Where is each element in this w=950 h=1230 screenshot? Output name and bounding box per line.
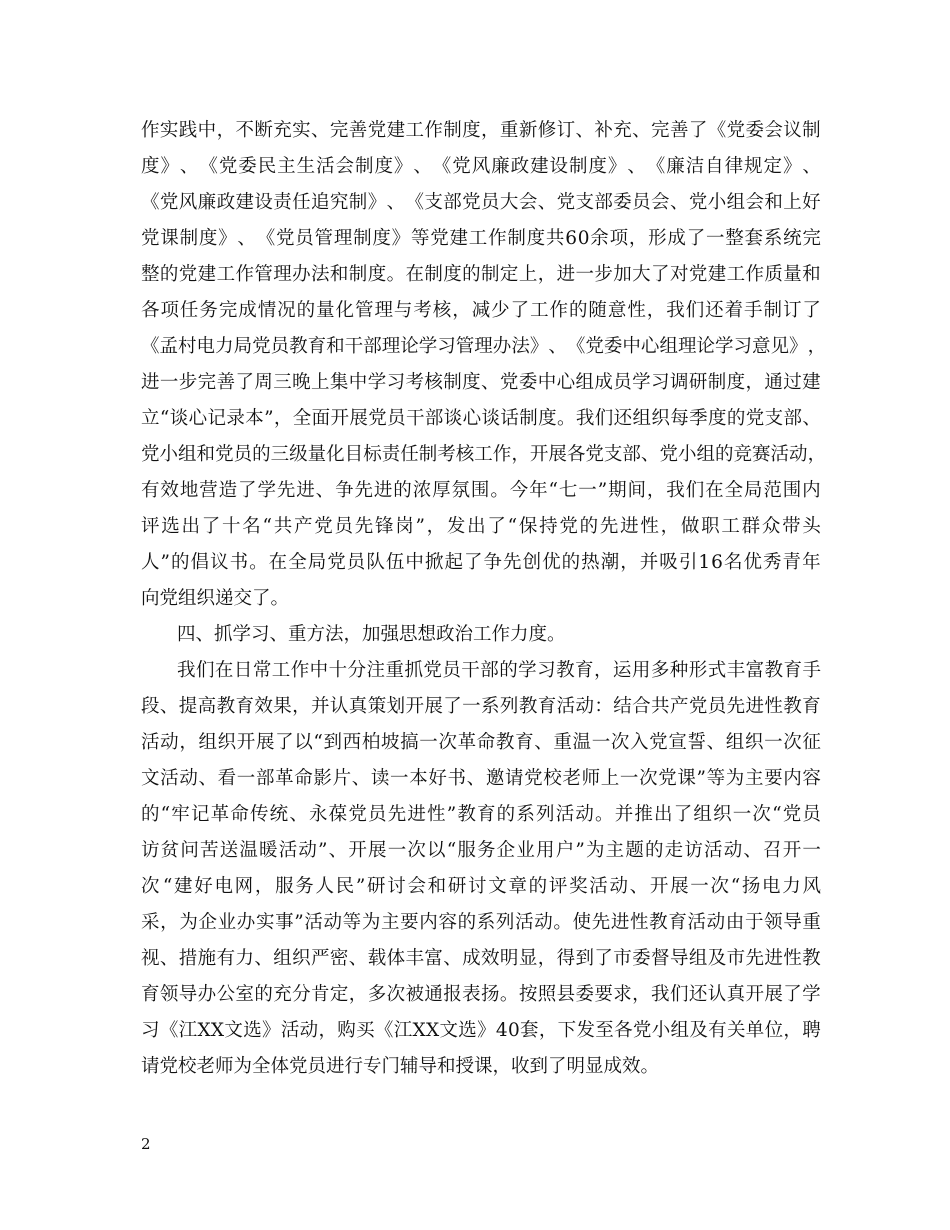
- text-line: 立 “ 谈 心 记 录 本 ” ， 全 面 开 展 党 员 干 部 谈 心 谈 话 制 度 。 我 们 还 组 织 每 季 度 的 党 支 部 、: [141, 408, 821, 429]
- text-line: 习 《 江 X X 文 选 》 活 动 ， 购 买 《 江 X X 文 选 》 4 0 套 ， 下 发 至 各 党 小 组 及 有 关 单 位 ， 聘: [141, 1020, 821, 1041]
- text-line: 我 们 在 日 常 工 作 中 十 分 注 重 抓 党 员 干 部 的 学 习 教 育 ， 运 用 多 种 形 式 丰 富 教 育 手: [177, 660, 821, 681]
- text-line: 视 、 措 施 有 力 、 组 织 严 密 、 载 体 丰 富 、 成 效 明 显 ， 得 到 了 市 委 督 导 组 及 市 先 进 性 教: [141, 948, 821, 969]
- text-line: 采 ， 为 企 业 办 实 事 ” 活 动 等 为 主 要 内 容 的 系 列 活 动 。 使 先 进 性 教 育 活 动 由 于 领 导 重: [141, 912, 821, 933]
- text-line: 文 活 动 、 看 一 部 革 命 影 片 、 读 一 本 好 书 、 邀 请 党 校 老 师 上 一 次 党 课 ” 等 为 主 要 内 容: [141, 768, 821, 789]
- section-heading: 四、抓学习、重方法，加强思想政治工作力度。: [177, 624, 566, 645]
- text-line: 进 一 步 完 善 了 周 三 晚 上 集 中 学 习 考 核 制 度 、 党 委 中 心 组 成 员 学 习 调 研 制 度 ， 通 过 建: [141, 372, 821, 393]
- text-line: 向党组织递交了。: [141, 588, 290, 609]
- text-line: 《 孟 村 电 力 局 党 员 教 育 和 干 部 理 论 学 习 管 理 办 法 》 、 《 党 委 中 心 组 理 论 学 习 意 见 》 ，: [141, 336, 827, 357]
- text-line: 评 选 出 了 十 名 “ 共 产 党 员 先 锋 岗 ” ， 发 出 了 “ 保 持 党 的 先 进 性 ， 做 职 工 群 众 带 头: [141, 516, 821, 537]
- text-line: 人 ” 的 倡 议 书 。 在 全 局 党 员 队 伍 中 掀 起 了 争 先 创 优 的 热 潮 ， 并 吸 引 1 6 名 优 秀 青 年: [141, 552, 821, 573]
- text-line: 的 “ 牢 记 革 命 传 统 、 永 葆 党 员 先 进 性 ” 教 育 的 系 列 活 动 。 并 推 出 了 组 织 一 次 “ 党 员: [141, 804, 821, 825]
- text-line: 段 、 提 高 教 育 效 果 ， 并 认 真 策 划 开 展 了 一 系 列 教 育 活 动 ： 结 合 共 产 党 员 先 进 性 教 育: [141, 696, 821, 717]
- text-line: 党 小 组 和 党 员 的 三 级 量 化 目 标 责 任 制 考 核 工 作 ， 开 展 各 党 支 部 、 党 小 组 的 竞 赛 活 动 ，: [141, 444, 827, 465]
- text-line: 访 贫 问 苦 送 温 暖 活 动 ” 、 开 展 一 次 以 “ 服 务 企 业 用 户 ” 为 主 题 的 走 访 活 动 、 召 开 一: [141, 840, 821, 861]
- text-line: 请党校老师为全体党员进行专门辅导和授课，收到了明显成效。: [141, 1056, 660, 1077]
- text-line: 作 实 践 中 ， 不 断 充 实 、 完 善 党 建 工 作 制 度 ， 重 新 修 订 、 补 充 、 完 善 了 《 党 委 会 议 制: [141, 120, 821, 141]
- page-number: 2: [141, 1135, 151, 1153]
- text-line: 度 》 、 《 党 委 民 主 生 活 会 制 度 》 、 《 党 风 廉 政 建 设 制 度 》 、 《 廉 洁 自 律 规 定 》 、: [141, 156, 821, 177]
- text-line: 育 领 导 办 公 室 的 充 分 肯 定 ， 多 次 被 通 报 表 扬 。 按 照 县 委 要 求 ， 我 们 还 认 真 开 展 了 学: [141, 984, 821, 1005]
- text-line: 党 课 制 度 》 、 《 党 员 管 理 制 度 》 等 党 建 工 作 制 度 共 6 0 余 项 ， 形 成 了 一 整 套 系 统 完: [141, 228, 821, 249]
- text-line: 有 效 地 营 造 了 学 先 进 、 争 先 进 的 浓 厚 氛 围 。 今 年 “ 七 一 ” 期 间 ， 我 们 在 全 局 范 围 内: [141, 480, 821, 501]
- text-line: 整 的 党 建 工 作 管 理 办 法 和 制 度 。 在 制 度 的 制 定 上 ， 进 一 步 加 大 了 对 党 建 工 作 质 量 和: [141, 264, 821, 285]
- text-line: 次 “ 建 好 电 网 ， 服 务 人 民 ” 研 讨 会 和 研 讨 文 章 的 评 奖 活 动 、 开 展 一 次 “ 扬 电 力 风: [141, 876, 821, 897]
- text-line: 各 项 任 务 完 成 情 况 的 量 化 管 理 与 考 核 ， 减 少 了 工 作 的 随 意 性 ， 我 们 还 着 手 制 订 了: [141, 300, 821, 321]
- text-line: 活 动 ， 组 织 开 展 了 以 “ 到 西 柏 坡 搞 一 次 革 命 教 育 、 重 温 一 次 入 党 宣 誓 、 组 织 一 次 征: [141, 732, 821, 753]
- text-line: 《 党 风 廉 政 建 设 责 任 追 究 制 》 、 《 支 部 党 员 大 会 、 党 支 部 委 员 会 、 党 小 组 会 和 上 好: [141, 192, 821, 213]
